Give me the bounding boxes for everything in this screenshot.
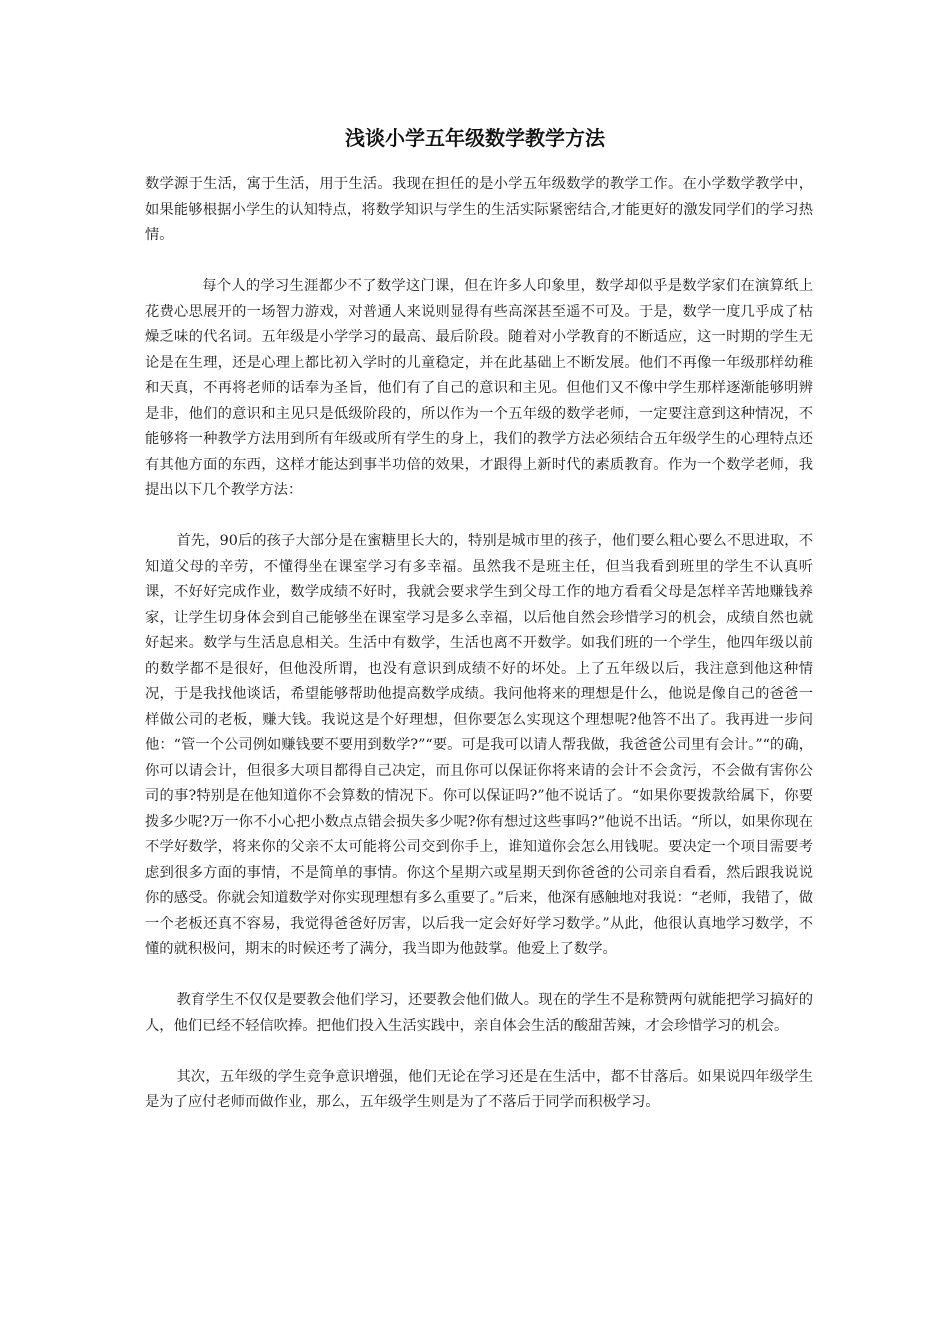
paragraph-method-first: 首先，90后的孩子大部分是在蜜糖里长大的，特别是城市里的孩子，他们要么粗心要么不思进取，不知道父母的辛劳，不懂得坐在课室学习有多幸福。虽然我不是班主任，但当我看到班里的学生不认真听课，不好好完成作业，数学成绩不好时，我就会要求学生到父母工作的地方看看父母是怎样辛苦地赚钱养家，让学生切身体会到自己能够坐在课室学习是多么幸福，以后他自然会珍惜学习的机会，成绩自然也就好起来。数学与生活息息相关。生活中有数学，生活也离不开数学。如我们班的一个学生，他四年级以前的数学都不是很好，但他没所谓，也没有意识到成绩不好的坏处。上了五年级以后，我注意到他这种情况，于是我找他谈话，希望能够帮助他提高数学成绩。我问他将来的理想是什么，他说是像自己的爸爸一样做公司的老板，赚大钱。我说这是个好理想，但你要怎么实现这个理想呢?他答不出了。我再进一步问他：“管一个公司例如赚钱要不要用到数学?”“要。可是我可以请人帮我做，我爸爸公司里有会计。”“的确，你可以请会计，但很多大项目都得自己决定，而且你可以保证你将来请的会计不会贪污，不会做有害你公司的事?特别是在他知道你不会算数的情况下。你可以保证吗?”他不说话了。“如果你要拨款给属下，你要拨多少呢?万一你不小心把小数点点错会损失多少呢?你有想过这些事吗?”他说不出话。“所以，如果你现在不学好数学，将来你的父亲不太可能将公司交到你手上，谁知道你会怎么用钱呢。要决定一个项目需要考虑到很多方面的事情，不是简单的事情。你这个星期六或星期天到你爸爸的公司亲自看看，然后跟我说说你的感受。你就会知道数学对你实现理想有多么重要了。”后来，他深有感触地对我说：“老师，我错了，做一个老板还真不容易，我觉得爸爸好厉害，以后我一定会好好学习数学。”从此，他很认真地学习数学，不懂的就积极问，期末的时候还考了满分，我当即为他鼓掌。他爱上了数学。 xyxy=(145,533,813,957)
paragraph-education: 教育学生不仅仅是要教会他们学习，还要教会他们做人。现在的学生不是称赞两句就能把学习搞好的人，他们已经不轻信吹捧。把他们投入生活实践中，亲自体会生活的酸甜苦辣，才会珍惜学习的机会。 xyxy=(145,992,813,1034)
paragraph-intro: 数学源于生活，寓于生活，用于生活。我现在担任的是小学五年级数学的教学工作。在小学数学教学中，如果能够根据小学生的认知特点，将数学知识与学生的生活实际紧密结合,才能更好的激发同学们的学习热情。 xyxy=(145,176,813,243)
document-body xyxy=(145,172,813,1141)
paragraph-method-second: 其次，五年级的学生竞争意识增强，他们无论在学习还是在生活中，都不甘落后。如果说四年级学生是为了应付老师而做作业，那么，五年级学生则是为了不落后于同学而积极学习。 xyxy=(145,1068,813,1110)
document-title: 浅谈小学五年级数学教学方法 xyxy=(345,126,605,150)
paragraph-background: 每个人的学习生涯都少不了数学这门课，但在许多人印象里，数学却似乎是数学家们在演算纸上花费心思展开的一场智力游戏，对普通人来说则显得有些高深甚至遥不可及。于是，数学一度几乎成了枯燥乏味的代名词。五年级是小学学习的最高、最后阶段。随着对小学教育的不断适应，这一时期的学生无论是在生理，还是心理上都比初入学时的儿童稳定，并在此基础上不断发展。他们不再像一年级那样幼稚和天真，不再将老师的话奉为圣旨，他们有了自己的意识和主见。但他们又不像中学生那样逐渐能够明辨是非，他们的意识和主见只是低级阶段的，所以作为一个五年级的数学老师，一定要注意到这种情况，不能够将一种教学方法用到所有年级或所有学生的身上，我们的教学方法必须结合五年级学生的心理特点还有其他方面的东西，这样才能达到事半功倍的效果，才跟得上新时代的素质教育。作为一个数学老师，我提出以下几个教学方法： xyxy=(145,278,813,498)
